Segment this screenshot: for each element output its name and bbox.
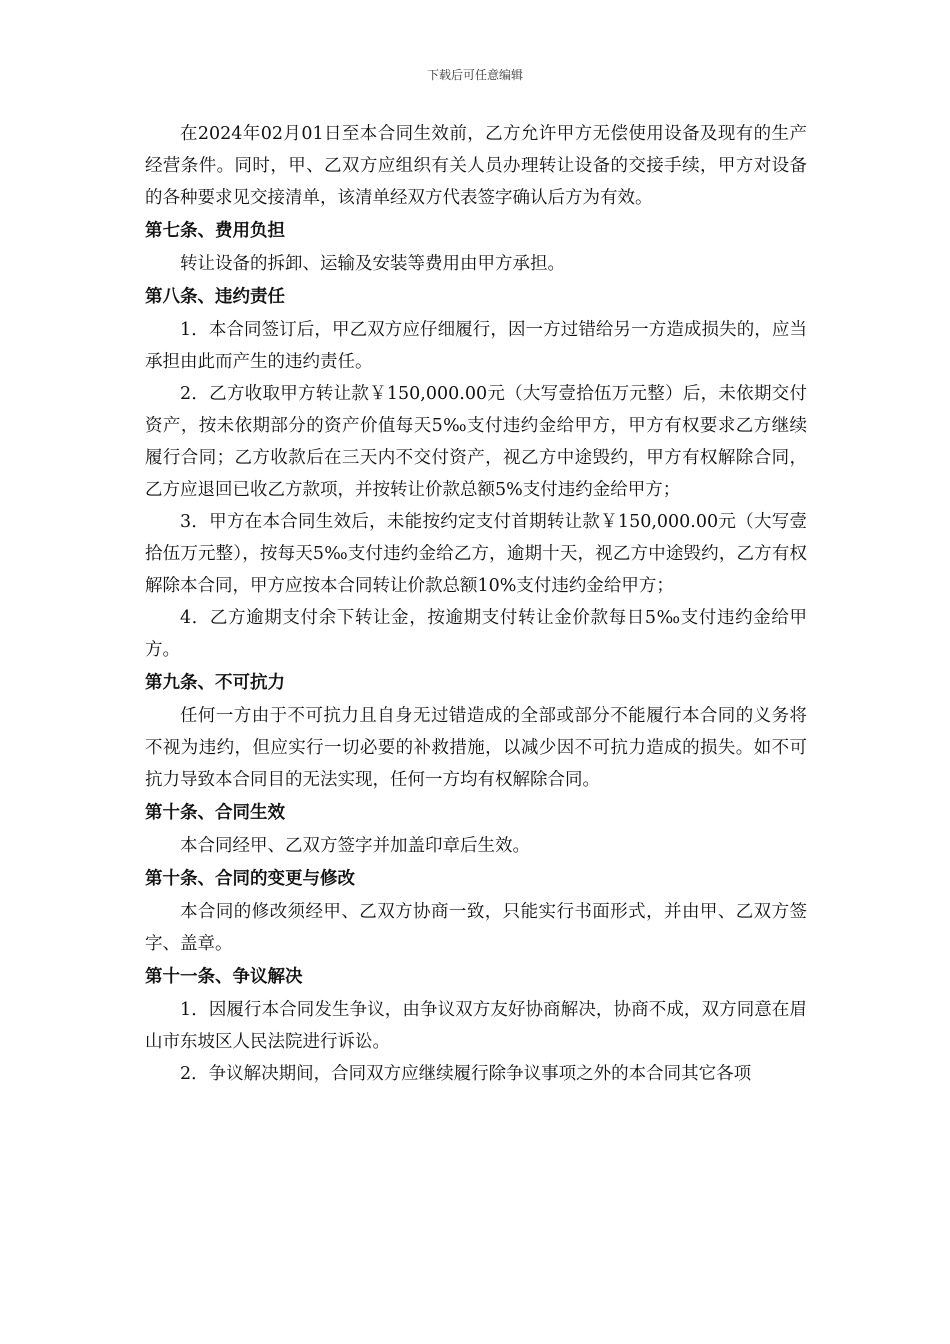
paragraph-equipment-handover: 在2024年02月01日至本合同生效前，乙方允许甲方无偿使用设备及现有的生产经营条件。同时，甲、乙双方应组织有关人员办理转让设备的交接手续，甲方对设备的各种要求见交接清单，该清单经双方代表签字确认后方为有效。	[145, 124, 807, 208]
paragraph-breach-1: 1．本合同签订后，甲乙双方应仔细履行，因一方过错给另一方造成损失的，应当承担由此而产生的违约责任。	[145, 320, 807, 372]
paragraph-breach-3: 3．甲方在本合同生效后，未能按约定支付首期转让款￥150,000.00元（大写壹拾伍万元整），按每天5‰支付违约金给乙方，逾期十天，视乙方中途毁约，乙方有权解除本合同，甲方应按本合同转让价款总额10%支付违约金给甲方；	[145, 512, 807, 596]
paragraph-breach-4: 4．乙方逾期支付余下转让金，按逾期支付转让金价款每日5‰支付违约金给甲方。	[145, 608, 807, 660]
heading-article-11: 第十一条、争议解决	[145, 967, 303, 987]
heading-article-9: 第九条、不可抗力	[145, 673, 285, 693]
paragraph-cost-burden: 转让设备的拆卸、运输及安装等费用由甲方承担。	[180, 254, 565, 274]
document-body	[145, 118, 807, 1090]
paragraph-contract-effect: 本合同经甲、乙双方签字并加盖印章后生效。	[180, 836, 530, 856]
paragraph-amendment: 本合同的修改须经甲、乙双方协商一致，只能实行书面形式，并由甲、乙双方签字、盖章。	[145, 902, 807, 954]
heading-article-8: 第八条、违约责任	[145, 287, 285, 307]
paragraph-force-majeure: 任何一方由于不可抗力且自身无过错造成的全部或部分不能履行本合同的义务将不视为违约，但应实行一切必要的补救措施，以减少因不可抗力造成的损失。如不可抗力导致本合同目的无法实现，任何一方均有权解除合同。	[145, 706, 807, 790]
paragraph-breach-2: 2．乙方收取甲方转让款￥150,000.00元（大写壹拾伍万元整）后，未依期交付资产，按未依期部分的资产价值每天5‰支付违约金给甲方，甲方有权要求乙方继续履行合同；乙方收款后在三天内不交付资产，视乙方中途毁约，甲方有权解除合同，乙方应退回已收乙方款项，并按转让价款总额5%支付违约金给甲方；	[145, 384, 807, 500]
paragraph-dispute-1: 1．因履行本合同发生争议，由争议双方友好协商解决，协商不成，双方同意在眉山市东坡区人民法院进行诉讼。	[145, 1000, 807, 1052]
heading-article-7: 第七条、费用负担	[145, 221, 285, 241]
page-header: 下载后可任意编辑	[426, 68, 523, 82]
heading-article-10-amendment: 第十条、合同的变更与修改	[145, 869, 355, 889]
paragraph-dispute-2: 2．争议解决期间，合同双方应继续履行除争议事项之外的本合同其它各项	[180, 1064, 752, 1084]
heading-article-10-effect: 第十条、合同生效	[145, 803, 285, 823]
